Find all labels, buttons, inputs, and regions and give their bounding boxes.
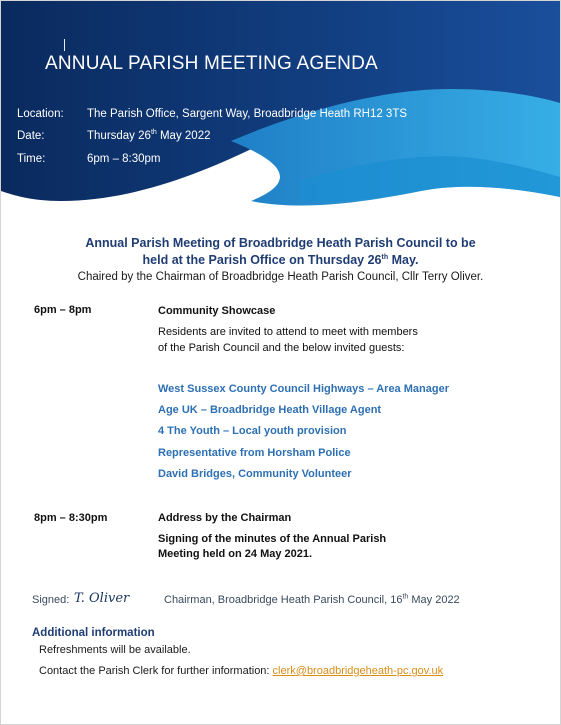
slot1-title: Community Showcase <box>158 305 276 317</box>
date-label: Date: <box>17 130 45 142</box>
intro-heading-line2: held at the Parish Office on Thursday 26th May. <box>142 253 419 267</box>
guest-item: David Bridges, Community Volunteer <box>158 468 352 480</box>
location-label: Location: <box>17 108 64 120</box>
location-value: The Parish Office, Sargent Way, Broadbridge Heath RH12 3TS <box>87 108 408 120</box>
guest-item: 4 The Youth – Local youth provision <box>158 425 347 437</box>
slot1-desc-line2: of the Parish Council and the below invited guests: <box>158 342 405 354</box>
date-value: Thursday 26th May 2022 <box>87 129 211 142</box>
guest-item: Representative from Horsham Police <box>158 447 351 459</box>
refreshments-text: Refreshments will be available. <box>39 644 191 656</box>
slot2-time: 8pm – 8:30pm <box>34 512 108 524</box>
slot2-item-line2: Meeting held on 24 May 2021. <box>158 548 313 560</box>
header-banner <box>1 1 560 226</box>
guest-item: West Sussex County Council Highways – Area Manager <box>158 383 449 395</box>
intro-chair-line: Chaired by the Chairman of Broadbridge Heath Parish Council, Cllr Terry Oliver. <box>77 271 484 283</box>
signed-label: Signed: <box>32 594 70 606</box>
slot1-time: 6pm – 8pm <box>34 304 92 316</box>
clerk-email-link[interactable]: clerk@broadbridgeheath-pc.gov.uk <box>272 665 444 677</box>
slot2-item-line1: Signing of the minutes of the Annual Parish <box>158 533 387 545</box>
time-value: 6pm – 8:30pm <box>87 153 161 165</box>
text-cursor <box>64 39 65 51</box>
slot2-title: Address by the Chairman <box>158 512 292 524</box>
time-label: Time: <box>17 153 46 165</box>
intro-heading-line1: Annual Parish Meeting of Broadbridge Heath Parish Council to be <box>85 236 476 250</box>
additional-info-heading: Additional information <box>32 627 155 639</box>
chairman-role: Chairman, Broadbridge Heath Parish Council, 16th May 2022 <box>164 593 460 606</box>
guest-item: Age UK – Broadbridge Heath Village Agent <box>158 404 382 416</box>
signature: T. Oliver <box>74 591 130 606</box>
page-title: ANNUAL PARISH MEETING AGENDA <box>45 53 378 74</box>
slot1-desc-line1: Residents are invited to attend to meet with members <box>158 326 418 338</box>
contact-text: Contact the Parish Clerk for further information: clerk@broadbridgeheath-pc.gov.uk <box>39 665 444 677</box>
